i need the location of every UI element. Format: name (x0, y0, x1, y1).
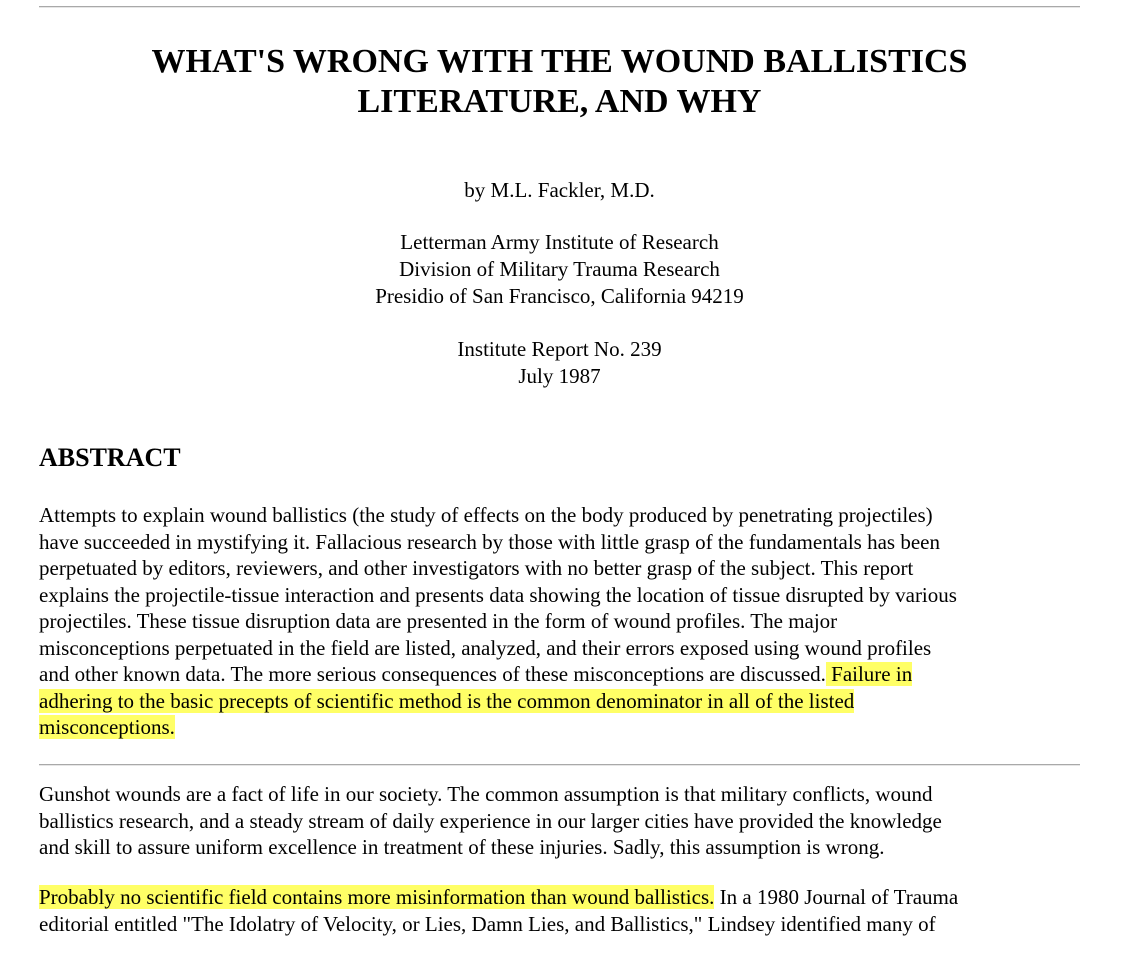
body-line: ballistics research, and a steady stream of daily experience in our larger cities have provided the knowledge (39, 808, 942, 833)
highlighted-text: misconceptions. (39, 715, 175, 739)
abstract-line: projectiles. These tissue disruption data are presented in the form of wound profiles. The major (39, 609, 838, 633)
affiliation-institute: Letterman Army Institute of Research (400, 230, 719, 254)
affiliation-division: Division of Military Trauma Research (399, 257, 720, 281)
highlighted-text: Probably no scientific field contains more misinformation than wound ballistics. (39, 885, 715, 909)
highlighted-text: Failure in (825, 662, 913, 686)
body-text-plain: In a 1980 Journal of Trauma (714, 885, 959, 909)
document-title (39, 42, 1080, 122)
abstract-line: perpetuated by editors, reviewers, and other investigators with no better grasp of the subject. This report (39, 556, 914, 580)
abstract-line: have succeeded in mystifying it. Fallacious research by those with little grasp of the fundamentals has been (39, 529, 940, 554)
affiliation-block (39, 229, 1080, 310)
abstract-line: Attempts to explain wound ballistics (the study of effects on the body produced by penetrating projectiles) (39, 503, 933, 527)
abstract-line (39, 661, 1099, 688)
body-paragraph-1 (39, 781, 1099, 861)
abstract-heading: ABSTRACT (39, 443, 181, 472)
abstract-line (39, 714, 1099, 741)
title-line-2: LITERATURE, AND WHY (357, 83, 762, 120)
byline (39, 177, 1080, 204)
report-date: July 1987 (518, 364, 601, 388)
author-line: by M.L. Fackler, M.D. (464, 178, 655, 202)
affiliation-address: Presidio of San Francisco, California 94219 (375, 284, 744, 308)
abstract-line: explains the projectile-tissue interaction and presents data showing the location of tissue disrupted by various (39, 582, 957, 607)
abstract-line: misconceptions perpetuated in the field are listed, analyzed, and their errors exposed using wound profiles (39, 635, 932, 660)
body-line (39, 884, 1099, 911)
report-number: Institute Report No. 239 (457, 337, 662, 361)
report-info (39, 336, 1080, 390)
section-divider (39, 764, 1080, 766)
top-divider (39, 6, 1080, 8)
body-line: and skill to assure uniform excellence in treatment of these injuries. Sadly, this assumption is wrong. (39, 835, 885, 859)
title-line-1: WHAT'S WRONG WITH THE WOUND BALLISTICS (151, 43, 968, 80)
body-paragraph-2 (39, 884, 1099, 937)
abstract-text-plain: and other known data. The more serious consequences of these misconceptions are discussed. (39, 662, 826, 686)
body-line: editorial entitled "The Idolatry of Velocity, or Lies, Damn Lies, and Ballistics," Lindsey identified many of (39, 911, 936, 936)
abstract-line (39, 688, 1099, 715)
body-line: Gunshot wounds are a fact of life in our society. The common assumption is that military conflicts, wound (39, 782, 933, 806)
abstract-paragraph (39, 502, 1099, 741)
highlighted-text: adhering to the basic precepts of scientific method is the common denominator in all of the listed (39, 688, 855, 713)
